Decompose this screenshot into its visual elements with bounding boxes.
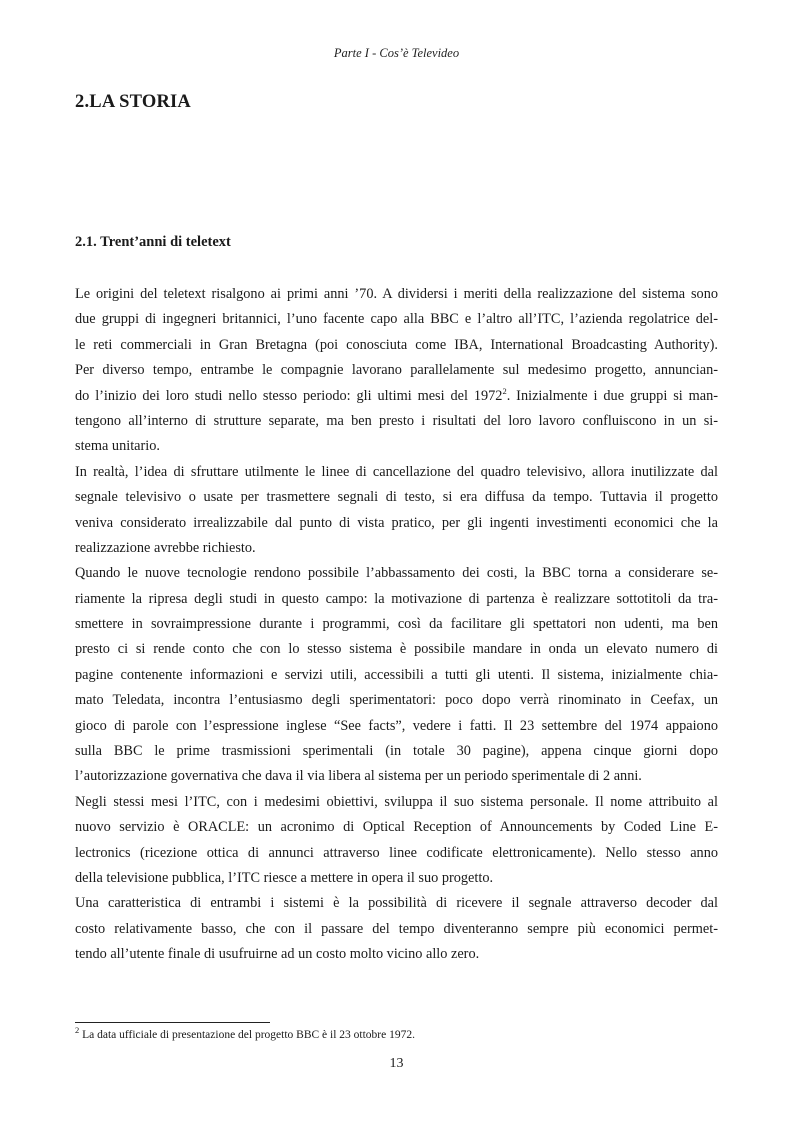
body-line: Le origini del teletext risalgono ai primi anni ’70. A dividersi i meriti della realizzazione del sistema sono — [75, 286, 718, 302]
body-line: nuovo servizio è ORACLE: un acronimo di Optical Reception of Announcements by Coded Line E- — [75, 819, 718, 836]
body-line: gioco di parole con l’espressione inglese “See facts”, vedere i fatti. Il 23 settembre del 1974 appaiono — [75, 717, 718, 734]
body-line: due gruppi di ingegneri britannici, l’uno facente capo alla BBC e l’altro all’ITC, l’azienda regolatrice del- — [75, 311, 718, 328]
body-line: Per diverso tempo, entrambe le compagnie lavorano parallelamente sul medesimo progetto, annuncian- — [75, 362, 718, 379]
body-line: In realtà, l’idea di sfruttare utilmente le linee di cancellazione del quadro televisivo, allora inutilizzate dal — [75, 463, 718, 480]
footnote-number: 2 — [75, 1025, 80, 1036]
body-text — [75, 282, 718, 968]
body-line: veniva considerato irrealizzabile dal punto di vista pratico, per gli ingenti investimenti economici che la — [75, 514, 718, 531]
body-line: riamente la ripresa degli studi in questo campo: la motivazione di partenza è realizzare sottotitoli da tra- — [75, 590, 718, 607]
body-line-start: do l’inizio dei loro studi nello stesso periodo: gli ultimi mesi del 1972 — [75, 387, 503, 404]
body-line: presto ci si rende conto che con lo stesso sistema è possibile mandare in onda un elevato numero di — [75, 641, 718, 658]
body-line: realizzazione avrebbe richiesto. — [75, 539, 256, 556]
body-line: pagine contenente informazioni e servizi utili, accessibili a tutti gli utenti. Il sistema, inizialmente chia- — [75, 666, 718, 683]
body-line: segnale televisivo o usate per trasmettere segnali di testo, si era diffusa da tempo. Tuttavia il progetto — [75, 489, 718, 506]
chapter-title: 2.LA STORIA — [75, 92, 191, 112]
body-line: Negli stessi mesi l’ITC, con i medesimi obiettivi, sviluppa il suo sistema personale. Il nome attribuito al — [75, 793, 718, 810]
body-line: Una caratteristica di entrambi i sistemi è la possibilità di ricevere il segnale attraverso decoder dal — [75, 895, 718, 912]
body-line: della televisione pubblica, l’ITC riesce a mettere in opera il suo progetto. — [75, 869, 494, 886]
body-line: stema unitario. — [75, 438, 160, 455]
footnote-divider — [75, 1022, 270, 1023]
running-head: Parte I - Cos’è Televideo — [333, 46, 460, 60]
body-line: smettere in sovraimpressione durante i programmi, così da facilitare gli spettatori non udenti, ma ben — [75, 616, 718, 633]
footnote-text: La data ufficiale di presentazione del progetto BBC è il 23 ottobre 1972. — [79, 1029, 415, 1041]
page-number: 13 — [389, 1056, 404, 1071]
body-line-end: . Inizialmente i due gruppi si man- — [506, 387, 719, 404]
body-line: tendo all’utente finale di usufruirne ad un costo molto vicino allo zero. — [75, 946, 480, 963]
body-line: lectronics (ricezione ottica di annunci attraverso linee codificate elettronicamente). Nello stesso anno — [75, 844, 718, 861]
body-line: tengono all’interno di strutture separate, ma ben presto i risultati del loro lavoro confluiscono in un si- — [75, 412, 718, 429]
body-line: Quando le nuove tecnologie rendono possibile l’abbassamento dei costi, la BBC torna a considerare se- — [75, 565, 718, 582]
section-title: 2.1. Trent’anni di teletext — [75, 234, 231, 250]
body-line: costo relativamente basso, che con il passare del tempo diventeranno sempre più economici permet- — [75, 920, 718, 937]
footnote-ref: 2 — [502, 385, 507, 396]
body-line: sulla BBC le prime trasmissioni sperimentali (in totale 30 pagine), appena cinque giorni dopo — [75, 743, 718, 760]
footnote — [75, 1025, 718, 1041]
body-line: l’autorizzazione governativa che dava il via libera al sistema per un periodo sperimentale di 2 anni. — [75, 768, 642, 785]
body-line: le reti commerciali in Gran Bretagna (poi conosciuta come IBA, International Broadcasting Authority). — [75, 336, 718, 353]
body-line: mato Teledata, incontra l’entusiasmo degli sperimentatori: poco dopo verrà rinominato in Ceefax, un — [75, 692, 718, 709]
body-line-with-footnote-ref — [75, 384, 718, 409]
